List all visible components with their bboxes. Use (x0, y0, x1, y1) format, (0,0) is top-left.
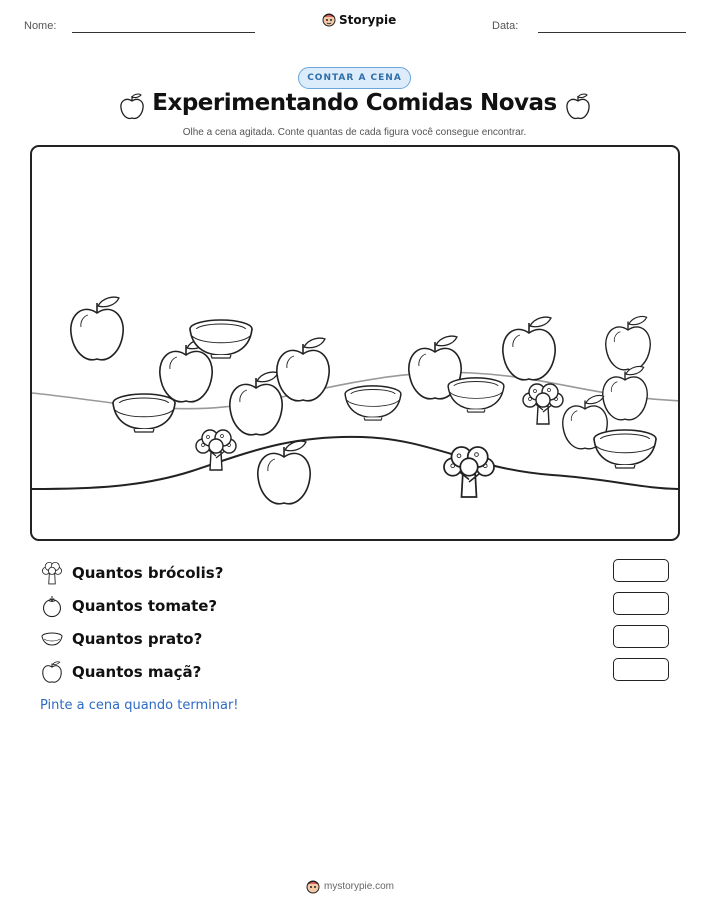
question-text: Quantos brócolis? (72, 564, 224, 582)
question-text: Quantos tomate? (72, 597, 218, 615)
bowl-item (113, 394, 175, 432)
question-text: Quantos prato? (72, 630, 203, 648)
name-line[interactable] (72, 32, 255, 33)
storypie-mascot-icon (322, 12, 336, 27)
bowl-item (594, 430, 656, 468)
broccoli-icon (40, 561, 64, 585)
broccoli-item (444, 447, 494, 497)
apple-item (277, 338, 329, 401)
apple-icon (40, 660, 64, 684)
name-label: Nome: (24, 20, 57, 32)
footer (306, 879, 394, 894)
apple-item (606, 317, 651, 370)
apple-item (258, 441, 310, 504)
broccoli-item (196, 430, 236, 470)
date-line[interactable] (538, 32, 686, 33)
question-plate (40, 626, 202, 652)
brand-logo (322, 12, 396, 27)
apple-icon (564, 92, 592, 122)
apple-item (71, 297, 123, 360)
question-tomato (40, 593, 217, 619)
storypie-mascot-icon (306, 879, 320, 894)
bowl-item (448, 378, 504, 412)
apple-item (503, 317, 555, 380)
broccoli-item (523, 384, 563, 424)
counting-scene[interactable] (30, 145, 680, 541)
date-label: Data: (492, 20, 519, 32)
tomato-icon (40, 594, 64, 618)
answer-box-plate[interactable] (613, 625, 669, 648)
footer-site[interactable]: mystorypie.com (324, 881, 395, 892)
question-text: Quantos maçã? (72, 663, 202, 681)
apple-item (603, 367, 648, 420)
answer-box-apple[interactable] (613, 658, 669, 681)
question-apple (40, 659, 201, 685)
page-title: Experimentando Comidas Novas (152, 90, 557, 116)
coloring-note: Pinte a cena quando terminar! (40, 698, 239, 713)
instruction-text: Olhe a cena agitada. Conte quantas de cada figura você consegue encontrar. (182, 127, 527, 138)
apple-item (230, 372, 282, 435)
bowl-item (345, 386, 401, 420)
answer-box-tomato[interactable] (613, 592, 669, 615)
plate-icon (40, 627, 64, 651)
activity-tag: CONTAR A CENA (298, 67, 411, 89)
question-broccoli (40, 560, 223, 586)
brand-name: Storypie (339, 12, 397, 27)
answer-box-broccoli[interactable] (613, 559, 669, 582)
scene-drawing (32, 147, 680, 541)
